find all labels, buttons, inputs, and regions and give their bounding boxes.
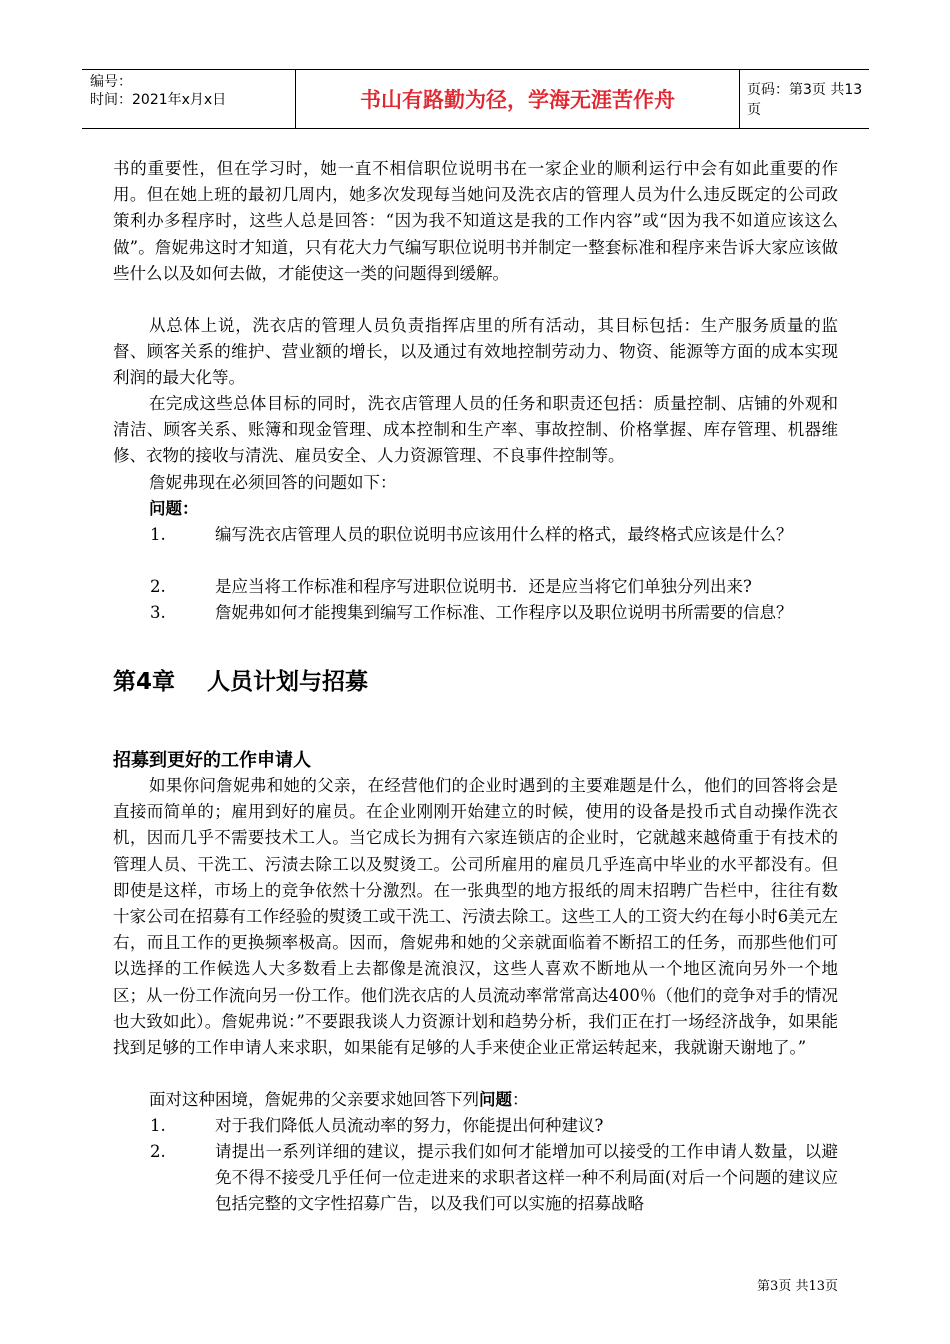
- page-footer: 第3页 共13页: [757, 1279, 838, 1294]
- question-number: 3.: [150, 603, 166, 622]
- question-text: 詹妮弗如何才能搜集到编写工作标准、工作程序以及职位说明书所需要的信息？: [215, 603, 793, 622]
- section-title: 招募到更好的工作申请人: [113, 750, 311, 771]
- paragraph-3: 在完成这些总体目标的同时，洗衣店管理人员的任务和职责还包括：质量控制、店铺的外观和清洁、顾客关系、账簿和现金管理、成本控制和生产率、事故控制、价格掌握、库存管理、机器维修、衣物的接收与清洗、雇员安全、人力资源管理、不良事件控制等。: [113, 394, 838, 466]
- question-text: 请提出一系列详细的建议，提示我们如何才能增加可以接受的工作申请人数量，以避免不得不接受几乎任何一位走进来的求职者这样一种不利局面(对后一个问题的建议应包括完整的文字性招募广告，以及我们可以实施的招募战略: [215, 1142, 838, 1214]
- question-2: [150, 574, 838, 600]
- question-text: 编写洗衣店管理人员的职位说明书应该用什么样的格式，最终格式应该是什么？: [215, 525, 793, 544]
- header-meta: [82, 70, 296, 128]
- number-label: 编号：: [90, 74, 132, 90]
- question2-1: [150, 1113, 838, 1139]
- paragraph-4: 詹妮弗现在必须回答的问题如下：: [149, 473, 397, 492]
- time-label: 时间：2021年x月x日: [90, 92, 227, 108]
- paragraph-6-suffix: ：: [512, 1090, 529, 1109]
- chapter-title: 第4章 人员计划与招募: [113, 669, 369, 695]
- header-motto: 书山有路勤为径，学海无涯苦作舟: [296, 70, 740, 128]
- page-header: [82, 69, 869, 129]
- question-number: 2.: [150, 1142, 166, 1161]
- question-number: 1.: [150, 525, 166, 544]
- header-page-label: 页码：第3页 共13页: [747, 82, 863, 118]
- paragraph-5: 如果你问詹妮弗和她的父亲，在经营他们的企业时遇到的主要难题是什么，他们的回答将会是直接而简单的；雇用到好的雇员。在企业刚刚开始建立的时候，使用的设备是投币式自动操作洗衣机，因而几乎不需要技术工人。当它成长为拥有六家连锁店的企业时，它就越来越倚重于有技术的管理人员、干洗工、污渍去除工以及熨烫工。公司所雇用的雇员几乎连高中毕业的水平都没有。但即使是这样，市场上的竞争依然十分激烈。在一张典型的地方报纸的周末招聘广告栏中，往往有数十家公司在招募有工作经验的熨烫工或干洗工、污渍去除工。这些工人的工资大约在每小时6美元左右，而且工作的更换频率极高。因而，詹妮弗和她的父亲就面临着不断招工的任务，而那些他们可以选择的工作候选人大多数看上去都像是流浪汉，这些人喜欢不断地从一个地区流向另外一个地区；从一份工作流向另一份工作。他们洗衣店的人员流动率常常高达400％（他们的竞争对手的情况也大致如此）。詹妮弗说：”不要跟我谈人力资源计划和趋势分析，我们正在打一场经济战争，如果能找到足够的工作申请人来求职，如果能有足够的人手来使企业正常运转起来，我就谢天谢地了。”: [113, 776, 838, 1058]
- paragraph-6-prefix: 面对这种困境，詹妮弗的父亲要求她回答下列: [149, 1090, 479, 1109]
- question-number: 1.: [150, 1116, 166, 1135]
- question-number: 2.: [150, 577, 166, 596]
- question-text: 是应当将工作标准和程序写进职位说明书．还是应当将它们单独分列出来?: [215, 577, 752, 596]
- question-text: 对于我们降低人员流动率的努力，你能提出何种建议?: [215, 1116, 604, 1135]
- paragraph-6: [113, 1087, 838, 1113]
- paragraph-1: 书的重要性，但在学习时，她一直不相信职位说明书在一家企业的顺利运行中会有如此重要的作用。但在她上班的最初几周内，她多次发现每当她问及洗衣店的管理人员为什么违反既定的公司政策利办多程序时，这些人总是回答：“因为我不知道这是我的工作内容”或“因为我不如道应该这么做”。詹妮弗这时才知道，只有花大力气编写职位说明书并制定一整套标准和程序来告诉大家应该做些什么以及如何去做，才能使这一类的问题得到缓解。: [113, 159, 838, 283]
- question-3: [150, 600, 838, 626]
- paragraph-6-bold: 问题: [479, 1090, 512, 1109]
- question-1: [150, 522, 838, 548]
- questions-title: 问题：: [149, 499, 199, 518]
- question2-2: [150, 1139, 838, 1218]
- paragraph-2: 从总体上说，洗衣店的管理人员负责指挥店里的所有活动，其目标包括：生产服务质量的监督、顾客关系的维护、营业额的增长，以及通过有效地控制劳动力、物资、能源等方面的成本实现利润的最大化等。: [113, 316, 838, 388]
